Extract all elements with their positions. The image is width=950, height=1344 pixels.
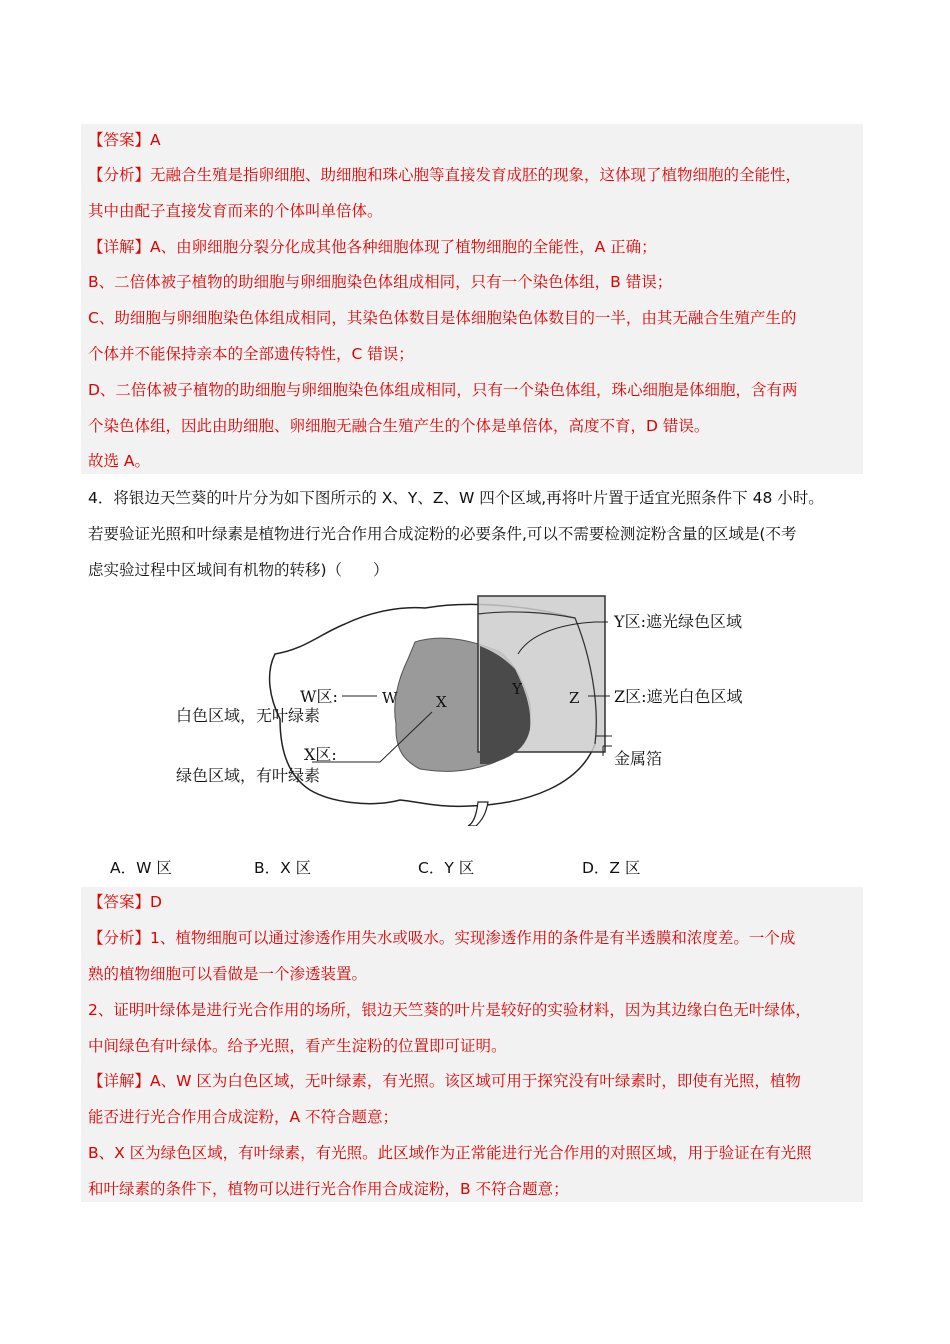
analysis-p2-2: 中间绿色有叶绿体。给予光照，看产生淀粉的位置即可证明。 bbox=[88, 1037, 507, 1055]
question-line-2: 若要验证光照和叶绿素是植物进行光合作用合成淀粉的必要条件,可以不需要检测淀粉含量的区域是(不考 bbox=[88, 525, 797, 543]
y-label: Y区:遮光绿色区域 bbox=[614, 612, 742, 631]
analysis-p1-2: 熟的植物细胞可以看做是一个渗透装置。 bbox=[88, 965, 368, 983]
foil-label: 金属箔 bbox=[614, 749, 663, 768]
answer-label: 【答案】 bbox=[88, 131, 151, 149]
option-b: B．X 区 bbox=[254, 859, 312, 877]
leaf-diagram bbox=[170, 594, 780, 826]
analysis-label: 【分析】 bbox=[88, 166, 151, 184]
analysis-label: 【分析】 bbox=[88, 929, 151, 947]
letter-w: W bbox=[382, 689, 398, 707]
analysis-line: 【分析】无融合生殖是指卵细胞、助细胞和珠心胞等直接发育成胚的现象，这体现了植物细胞的全能性， bbox=[88, 166, 802, 184]
conclusion: 故选 A。 bbox=[88, 452, 151, 470]
detail-d-2: 个染色体组，因此由助细胞、卵细胞无融合生殖产生的个体是单倍体，高度不育，D 错误。 bbox=[88, 417, 710, 435]
analysis-p2-1: 2、证明叶绿体是进行光合作用的场所，银边天竺葵的叶片是较好的实验材料，因为其边缘白色无叶绿体， bbox=[88, 1001, 811, 1019]
detail-line-b: 【详解】A、W 区为白色区域，无叶绿素，有光照。该区域可用于探究没有叶绿素时，即使有光照，植物 bbox=[88, 1072, 801, 1090]
option-d: D．Z 区 bbox=[582, 859, 641, 877]
detail-line: 【详解】A、由卵细胞分裂分化成其他各种细胞体现了植物细胞的全能性，A 正确； bbox=[88, 238, 657, 256]
detail-c-1: C、助细胞与卵细胞染色体组成相同，其染色体数目是体细胞染色体数目的一半，由其无融合生殖产生的 bbox=[88, 309, 797, 327]
answer-line bbox=[88, 130, 161, 150]
detail-b-2: 和叶绿素的条件下，植物可以进行光合作用合成淀粉，B 不符合题意； bbox=[88, 1180, 569, 1198]
letter-z: Z bbox=[569, 689, 580, 707]
letter-y: Y bbox=[512, 680, 522, 698]
detail-b: B、二倍体被子植物的助细胞与卵细胞染色体组成相同，只有一个染色体组，B 错误； bbox=[88, 273, 673, 291]
detail-a-2: 能否进行光合作用合成淀粉，A 不符合题意； bbox=[88, 1108, 399, 1126]
z-label: Z区:遮光白色区域 bbox=[614, 687, 743, 706]
w-label-2: 白色区域，无叶绿素 bbox=[176, 706, 321, 725]
question-line-1: 4．将银边天竺葵的叶片分为如下图所示的 X、Y、Z、W 四个区域,再将叶片置于适宜光照条件下 48 小时。 bbox=[88, 489, 824, 507]
analysis-line-2: 其中由配子直接发育而来的个体叫单倍体。 bbox=[88, 202, 383, 220]
answer-value: A bbox=[150, 131, 161, 149]
detail-label: 【详解】 bbox=[88, 1072, 151, 1090]
detail-c-2: 个体并不能保持亲本的全部遗传特性，C 错误； bbox=[88, 345, 414, 363]
detail-d-1: D、二倍体被子植物的助细胞与卵细胞染色体组成相同，只有一个染色体组，珠心细胞是体细胞，含有两 bbox=[88, 381, 798, 399]
answer-label: 【答案】 bbox=[88, 893, 151, 911]
detail-b-1: B、X 区为绿色区域，有叶绿素，有光照。此区域作为正常能进行光合作用的对照区域，用于验证在有光照 bbox=[88, 1144, 812, 1162]
detail-label: 【详解】 bbox=[88, 238, 151, 256]
x-label-1: X区: bbox=[304, 745, 337, 764]
question-line-3: 虑实验过程中区域间有机物的转移)（ ） bbox=[88, 561, 389, 579]
answer-line-2 bbox=[88, 892, 162, 912]
option-c: C．Y 区 bbox=[418, 859, 475, 877]
letter-x: X bbox=[436, 693, 447, 711]
x-label-2: 绿色区域，有叶绿素 bbox=[176, 766, 321, 785]
analysis-line-b: 【分析】1、植物细胞可以通过渗透作用失水或吸水。实现渗透作用的条件是有半透膜和浓度差。一个成 bbox=[88, 929, 796, 947]
option-a: A．W 区 bbox=[110, 859, 172, 877]
w-label-1: W区: bbox=[300, 687, 338, 706]
answer-value: D bbox=[150, 893, 162, 911]
